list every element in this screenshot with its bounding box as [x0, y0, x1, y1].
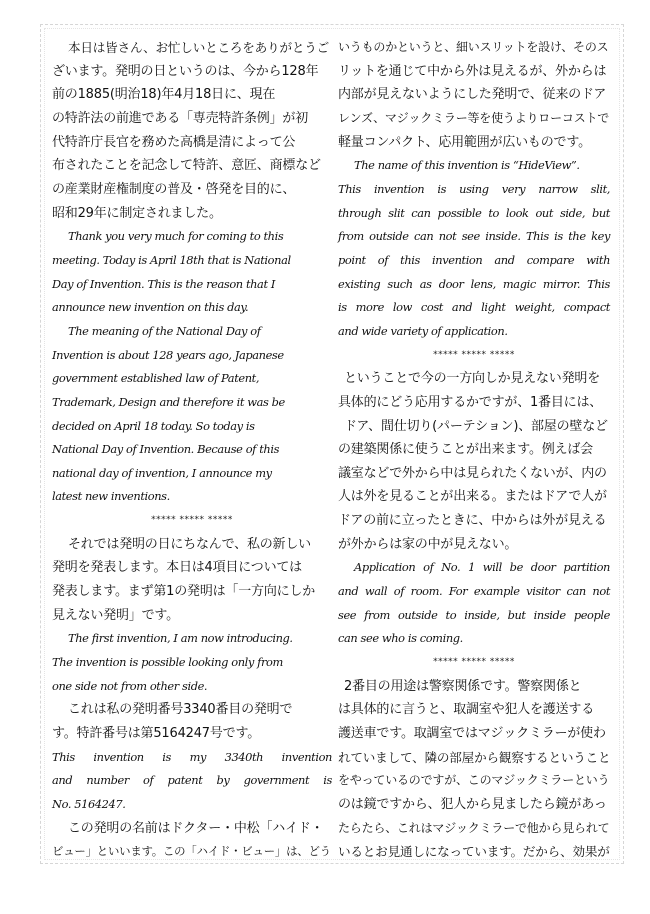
japanese-text-line: 布されたことを記念して特許、意匠、商標など	[52, 158, 321, 174]
japanese-text-line: の産業財産権制度の普及・啓発を目的に、	[52, 181, 296, 197]
english-text-line: existing such as door lens, magic mirror. This	[338, 276, 610, 291]
english-text-line: point of this invention and compare with	[338, 252, 610, 267]
japanese-text-line: ビュー」といいます。この「ハイド・ビュー」は、どう	[52, 844, 331, 859]
english-text-line: national day of invention, I announce my	[52, 465, 272, 480]
japanese-text-line: 議室などで外から中は見られたくないが、内の	[338, 465, 607, 481]
english-text-line: Thank you very much for coming to this	[68, 229, 284, 244]
english-text-line: announce new invention on this day.	[52, 300, 249, 315]
english-text-line: Invention is about 128 years ago, Japanese	[52, 347, 284, 362]
english-text-line: This invention is my 3340th invention	[52, 749, 332, 764]
japanese-text-line: 代特許庁長官を務めた高橋是清によって公	[52, 134, 296, 150]
japanese-text-line: 昭和29年に制定されました。	[52, 205, 222, 221]
english-text-line: is more low cost and light weight, compact	[338, 300, 610, 315]
japanese-text-line: 内部が見えないようにした発明で、従来のドア	[338, 87, 607, 103]
left-column	[52, 36, 332, 864]
english-text-line: No. 5164247.	[52, 797, 126, 811]
japanese-text-line: ざいます。発明の日というのは、今から128年	[52, 63, 319, 79]
japanese-text-line: 護送車です。取調室ではマジックミラーが使わ	[338, 726, 606, 742]
japanese-text-line: ドア、間仕切り(パーテション)、部屋の壁など	[344, 418, 608, 434]
japanese-text-line: 軽量コンパクト、応用範囲が広いものです。	[338, 134, 591, 150]
japanese-text-line: 発明を発表します。本日は4項目については	[52, 560, 302, 576]
japanese-text-line: いるとお見通しになっています。だから、効果が	[338, 844, 610, 860]
japanese-text-line: ということで今の一方向しか見えない発明を	[344, 371, 601, 387]
japanese-text-line: この発明の名前はドクター・中松「ハイド・	[68, 820, 324, 836]
english-text-line: Application of No. 1 will be door partition	[354, 560, 610, 575]
english-text-line: can see who is coming.	[338, 631, 463, 646]
japanese-text-line: リットを通じて中から外は見えるが、外からは	[338, 63, 607, 79]
section-separator: ***** ***** *****	[433, 657, 515, 668]
japanese-text-line: れていまして、隣の部屋から観察するということ	[338, 749, 611, 765]
section-separator: ***** ***** *****	[433, 349, 515, 360]
english-text-line: one side not from other side.	[52, 678, 208, 693]
japanese-text-line: これは私の発明番号3340番目の発明で	[68, 702, 293, 718]
right-column	[338, 36, 610, 864]
english-text-line: The name of this invention is “HideView”.	[354, 158, 580, 173]
japanese-text-line: 本日は皆さん、お忙しいところをありがとうご	[68, 40, 330, 55]
japanese-text-line: それでは発明の日にちなんで、私の新しい	[68, 536, 311, 552]
japanese-text-line: す。特許番号は第5164247号です。	[52, 726, 261, 742]
english-text-line: Trademark, Design and therefore it was be	[52, 394, 285, 409]
english-text-line: from outside can not see inside. This is the key	[338, 229, 610, 244]
japanese-text-line: 前の1885(明治18)年4月18日に、現在	[52, 87, 276, 103]
english-text-line: National Day of Invention. Because of this	[52, 442, 280, 457]
japanese-text-line: いうものかというと、細いスリットを設け、そのス	[338, 40, 609, 54]
japanese-text-line: 具体的にどう応用するかですが、1番目には、	[338, 394, 603, 410]
english-text-line: and wall of room. For example visitor can not	[338, 584, 610, 599]
japanese-text-line: ドアの前に立ったときに、中からは外が見える	[338, 513, 607, 529]
japanese-text-line: 発表します。まず第1の発明は「一方向にしか	[52, 584, 316, 600]
english-text-line: government established law of Patent,	[52, 371, 260, 386]
japanese-text-line: の建築関係に使うことが出来ます。例えば会	[338, 442, 593, 458]
japanese-text-line: 見えない発明」です。	[52, 607, 179, 623]
english-text-line: latest new inventions.	[52, 489, 170, 504]
english-text-line: and number of patent by government is	[52, 773, 332, 788]
english-text-line: decided on April 18 today. So today is	[52, 418, 255, 433]
english-text-line: The meaning of the National Day of	[68, 323, 261, 338]
japanese-text-line: たらたら、これはマジックミラーで他から見られて	[338, 820, 610, 835]
japanese-text-line: 人は外を見ることが出来る。またはドアで人が	[338, 489, 607, 505]
japanese-text-line: のは鏡ですから、犯人から見ましたら鏡があっ	[338, 797, 607, 812]
japanese-text-line: をやっているのですが、このマジックミラーという	[338, 773, 610, 788]
english-text-line: meeting. Today is April 18th that is National	[52, 252, 291, 267]
english-text-line: through slit can possible to look out side, but	[338, 205, 610, 220]
section-separator: ***** ***** *****	[151, 515, 233, 526]
japanese-text-line: は具体的に言うと、取調室や犯人を護送する	[338, 702, 595, 718]
english-text-line: The invention is possible looking only from	[52, 655, 283, 670]
japanese-text-line: レンズ、マジックミラー等を使うよりローコストで	[338, 110, 610, 125]
english-text-line: and wide variety of application.	[338, 323, 508, 338]
japanese-text-line: 2番目の用途は警察関係です。警察関係と	[344, 678, 582, 694]
english-text-line: see from outside to inside, but inside people	[338, 607, 610, 622]
japanese-text-line: が外からは家の中が見えない。	[338, 536, 518, 552]
english-text-line: This invention is using very narrow slit,	[338, 181, 610, 196]
english-text-line: Day of Invention. This is the reason that I	[52, 276, 275, 291]
english-text-line: The first invention, I am now introducing.	[68, 631, 293, 646]
japanese-text-line: の特許法の前進である「専売特許条例」が初	[52, 110, 309, 126]
